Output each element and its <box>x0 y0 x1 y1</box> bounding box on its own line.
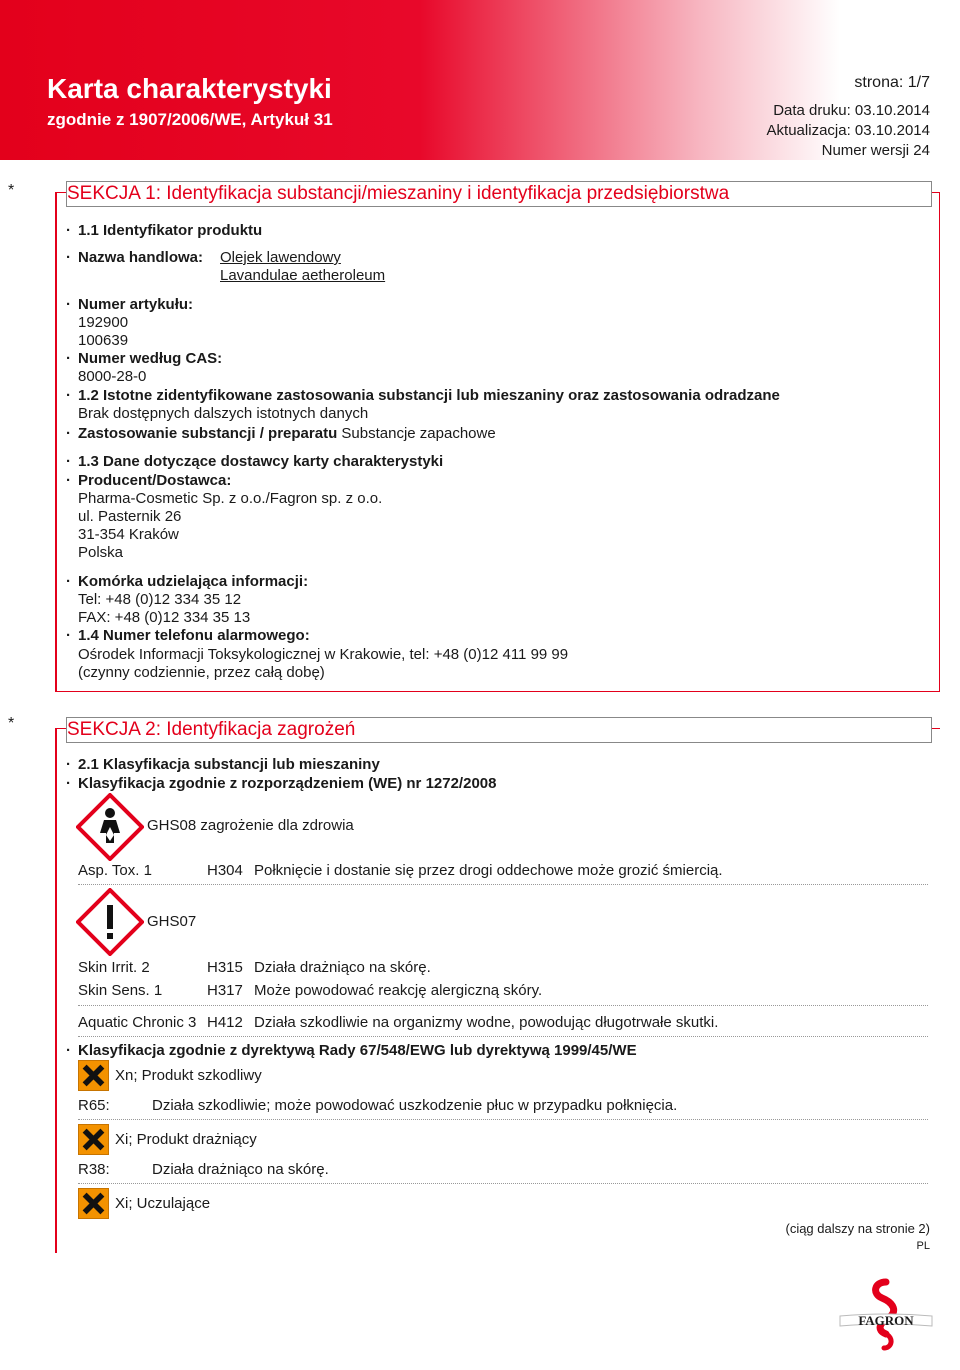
document-subtitle: zgodnie z 1907/2006/WE, Artykuł 31 <box>47 110 333 129</box>
xi-sensitizing-icon <box>78 1188 109 1219</box>
dotted-divider <box>78 1036 928 1037</box>
subsection-1-3: · 1.3 Dane dotyczące dostawcy karty charakterystyki <box>78 453 443 471</box>
address-line-4: Polska <box>78 544 124 561</box>
trade-name-2: Lavandulae aetheroleum <box>220 267 386 284</box>
subsection-1-2: · 1.2 Istotne zidentyfikowane zastosowania substancji lub mieszaniny oraz zastosowania odradzane <box>78 387 780 405</box>
skin-sens-statement: Może powodować reakcję alergiczną skóry. <box>254 982 543 999</box>
asp-tox-statement: Połknięcie i dostanie się przez drogi oddechowe może grozić śmiercią. <box>254 862 723 879</box>
xn-label: Xn; Produkt szkodliwy <box>115 1067 262 1084</box>
xi-label: Xi; Produkt drażniący <box>115 1131 257 1148</box>
version-number: Numer wersji 24 <box>821 142 930 159</box>
ghs07-exclamation-icon <box>76 888 144 956</box>
section-1-heading: SEKCJA 1: Identyfikacja substancji/mieszaniny i identyfikacja przedsiębiorstwa <box>66 181 932 207</box>
use-label: Zastosowanie substancji / preparatu <box>78 425 338 442</box>
clp-classification-label: · Klasyfikacja zgodnie z rozporządzeniem (WE) nr 1272/2008 <box>78 775 496 793</box>
use-row <box>78 425 496 443</box>
cas-value: 8000-28-0 <box>78 368 147 385</box>
ghs07-label: GHS07 <box>147 913 197 930</box>
xi-sensitizing-label: Xi; Uczulające <box>115 1195 211 1212</box>
revision-asterisk-2: * <box>8 715 15 732</box>
asp-tox-class: Asp. Tox. 1 <box>78 862 152 879</box>
skin-sens-code: H317 <box>207 982 243 999</box>
r65-code: R65: <box>78 1097 110 1114</box>
address-line-3: 31-354 Kraków <box>78 526 179 543</box>
dotted-divider <box>78 1119 928 1120</box>
emergency-line-2: (czynny codziennie, przez całą dobę) <box>78 664 325 681</box>
article-number-2: 100639 <box>78 332 129 349</box>
fagron-logo <box>836 1278 936 1364</box>
subsection-2-1: · 2.1 Klasyfikacja substancji lub mieszaniny <box>78 756 380 774</box>
fagron-logo-text: FAGRON <box>858 1313 914 1328</box>
address-line-2: ul. Pasternik 26 <box>78 508 182 525</box>
asp-tox-code: H304 <box>207 862 243 879</box>
print-date: Data druku: 03.10.2014 <box>773 102 930 119</box>
xn-harmful-icon <box>78 1060 109 1091</box>
xi-irritant-icon <box>78 1124 109 1155</box>
update-date: Aktualizacja: 03.10.2014 <box>766 122 930 139</box>
r38-statement: Działa drażniąco na skórę. <box>152 1161 329 1178</box>
header-meta <box>767 73 930 161</box>
cas-label: · Numer według CAS: <box>78 350 222 368</box>
info-contact-label: · Komórka udzielająca informacji: <box>78 573 308 591</box>
aquatic-statement: Działa szkodliwie na organizmy wodne, powodując długotrwałe skutki. <box>254 1014 719 1031</box>
trade-name-1: Olejek lawendowy <box>220 249 341 266</box>
dotted-divider <box>78 1183 928 1184</box>
dotted-divider <box>78 884 928 885</box>
producer-label: · Producent/Dostawca: <box>78 472 231 490</box>
r38-code: R38: <box>78 1161 110 1178</box>
ghs08-health-hazard-icon <box>76 793 144 861</box>
continued-note: (ciąg dalszy na stronie 2) <box>785 1221 930 1236</box>
skin-irrit-code: H315 <box>207 959 243 976</box>
section-2-heading: SEKCJA 2: Identyfikacja zagrożeń <box>66 717 932 743</box>
skin-irrit-class: Skin Irrit. 2 <box>78 959 150 976</box>
subsection-1-1: · 1.1 Identyfikator produktu <box>78 222 262 240</box>
dotted-divider <box>78 1005 928 1006</box>
page-number: strona: 1/7 <box>854 74 930 91</box>
dsd-classification-label: · Klasyfikacja zgodnie z dyrektywą Rady 67/548/EWG lub dyrektywą 1999/45/WE <box>78 1042 637 1060</box>
emergency-line-1: Ośrodek Informacji Toksykologicznej w Krakowie, tel: +48 (0)12 411 99 99 <box>78 646 569 663</box>
telephone: Tel: +48 (0)12 334 35 12 <box>78 591 242 608</box>
language-code: PL <box>916 1240 930 1252</box>
document-title: Karta charakterystyki <box>47 73 332 104</box>
skin-irrit-statement: Działa drażniąco na skórę. <box>254 959 431 976</box>
aquatic-class: Aquatic Chronic 3 <box>78 1014 197 1031</box>
article-number-1: 192900 <box>78 314 129 331</box>
ghs08-label: GHS08 zagrożenie dla zdrowia <box>147 817 354 834</box>
address-line-1: Pharma-Cosmetic Sp. z o.o./Fagron sp. z o.o. <box>78 490 383 507</box>
fax: FAX: +48 (0)12 334 35 13 <box>78 609 251 626</box>
trade-name-label: · Nazwa handlowa: <box>78 249 203 267</box>
subsection-1-2-text: Brak dostępnych dalszych istotnych danych <box>78 405 369 422</box>
revision-asterisk: * <box>8 182 15 199</box>
skin-sens-class: Skin Sens. 1 <box>78 982 163 999</box>
article-number-label: · Numer artykułu: <box>78 296 193 314</box>
aquatic-code: H412 <box>207 1014 243 1031</box>
use-value: Substancje zapachowe <box>341 425 496 442</box>
r65-statement: Działa szkodliwie; może powodować uszkodzenie płuc w przypadku połknięcia. <box>152 1097 678 1114</box>
subsection-1-4: · 1.4 Numer telefonu alarmowego: <box>78 627 310 645</box>
